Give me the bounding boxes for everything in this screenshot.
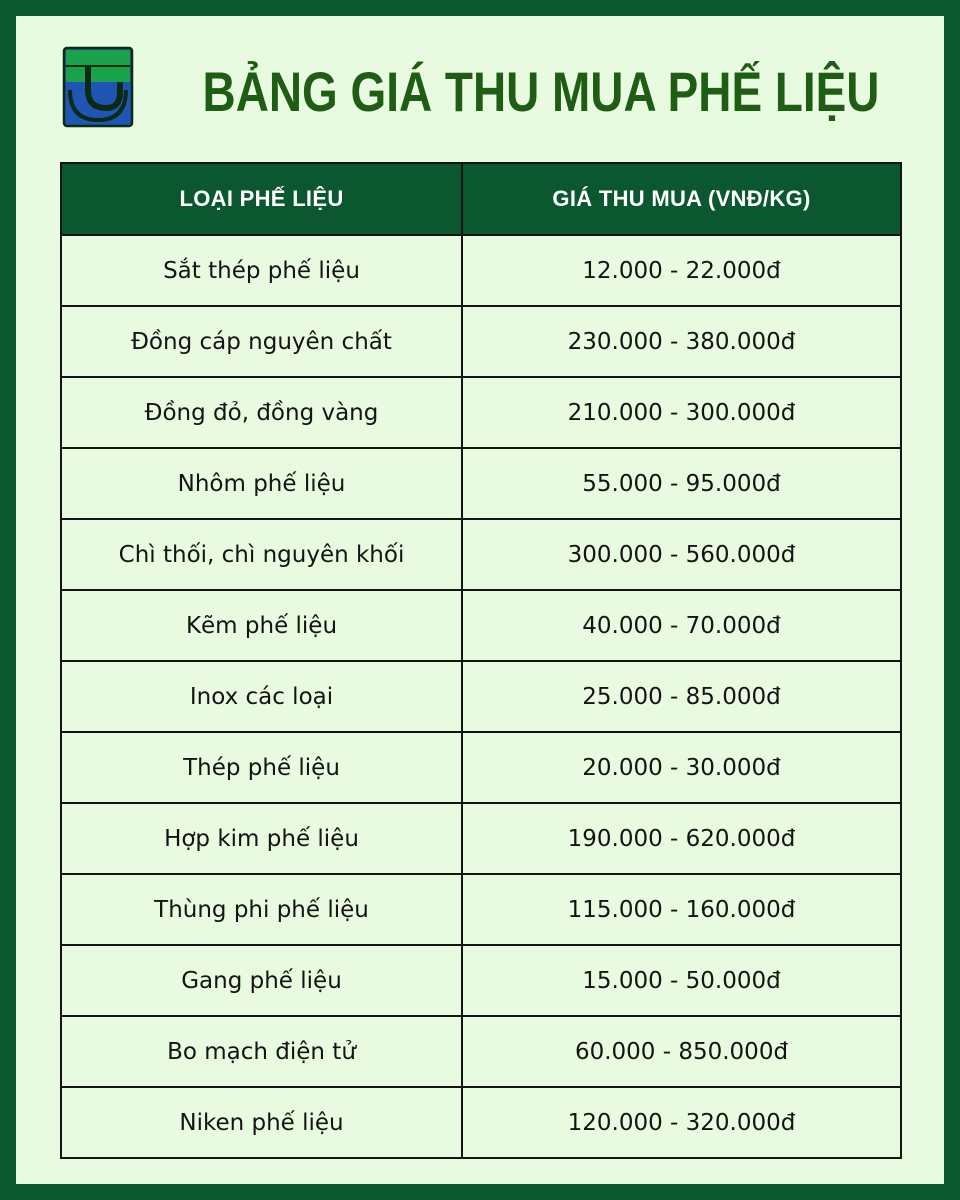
- table-row: [61, 306, 901, 377]
- scrap-type-cell: Chì thối, chì nguyên khối: [61, 519, 462, 590]
- scrap-type-cell: Gang phế liệu: [61, 945, 462, 1016]
- company-logo-icon: [62, 46, 134, 128]
- table-row: [61, 945, 901, 1016]
- table-row: [61, 661, 901, 732]
- price-cell: 60.000 - 850.000đ: [462, 1016, 901, 1087]
- price-cell: 115.000 - 160.000đ: [462, 874, 901, 945]
- price-cell: 12.000 - 22.000đ: [462, 235, 901, 306]
- scrap-type-cell: Hợp kim phế liệu: [61, 803, 462, 874]
- scrap-type-cell: Inox các loại: [61, 661, 462, 732]
- price-cell: 190.000 - 620.000đ: [462, 803, 901, 874]
- price-cell: 120.000 - 320.000đ: [462, 1087, 901, 1158]
- scrap-type-cell: Bo mạch điện tử: [61, 1016, 462, 1087]
- scrap-type-cell: Kẽm phế liệu: [61, 590, 462, 661]
- table-row: [61, 235, 901, 306]
- price-cell: 230.000 - 380.000đ: [462, 306, 901, 377]
- scrap-type-cell: Đồng đỏ, đồng vàng: [61, 377, 462, 448]
- table-row: [61, 590, 901, 661]
- table-row: [61, 519, 901, 590]
- table-row: [61, 377, 901, 448]
- price-cell: 55.000 - 95.000đ: [462, 448, 901, 519]
- header-price: GIÁ THU MUA (VNĐ/KG): [462, 163, 901, 235]
- price-cell: 300.000 - 560.000đ: [462, 519, 901, 590]
- table-row: [61, 803, 901, 874]
- price-cell: 25.000 - 85.000đ: [462, 661, 901, 732]
- scrap-type-cell: Đồng cáp nguyên chất: [61, 306, 462, 377]
- scrap-type-cell: Nhôm phế liệu: [61, 448, 462, 519]
- scrap-type-cell: Thùng phi phế liệu: [61, 874, 462, 945]
- scrap-type-cell: Niken phế liệu: [61, 1087, 462, 1158]
- price-cell: 20.000 - 30.000đ: [462, 732, 901, 803]
- table-row: [61, 1016, 901, 1087]
- price-cell: 40.000 - 70.000đ: [462, 590, 901, 661]
- table-row: [61, 874, 901, 945]
- header-scrap-type: LOẠI PHẾ LIỆU: [61, 163, 462, 235]
- table-row: [61, 448, 901, 519]
- scrap-type-cell: Sắt thép phế liệu: [61, 235, 462, 306]
- price-table: [60, 162, 902, 1159]
- price-cell: 15.000 - 50.000đ: [462, 945, 901, 1016]
- page-title: BẢNG GIÁ THU MUA PHẾ LIỆU: [202, 59, 880, 123]
- table-row: [61, 1087, 901, 1158]
- table-header-row: [61, 163, 901, 235]
- page-panel: [16, 16, 944, 1184]
- price-cell: 210.000 - 300.000đ: [462, 377, 901, 448]
- table-row: [61, 732, 901, 803]
- scrap-type-cell: Thép phế liệu: [61, 732, 462, 803]
